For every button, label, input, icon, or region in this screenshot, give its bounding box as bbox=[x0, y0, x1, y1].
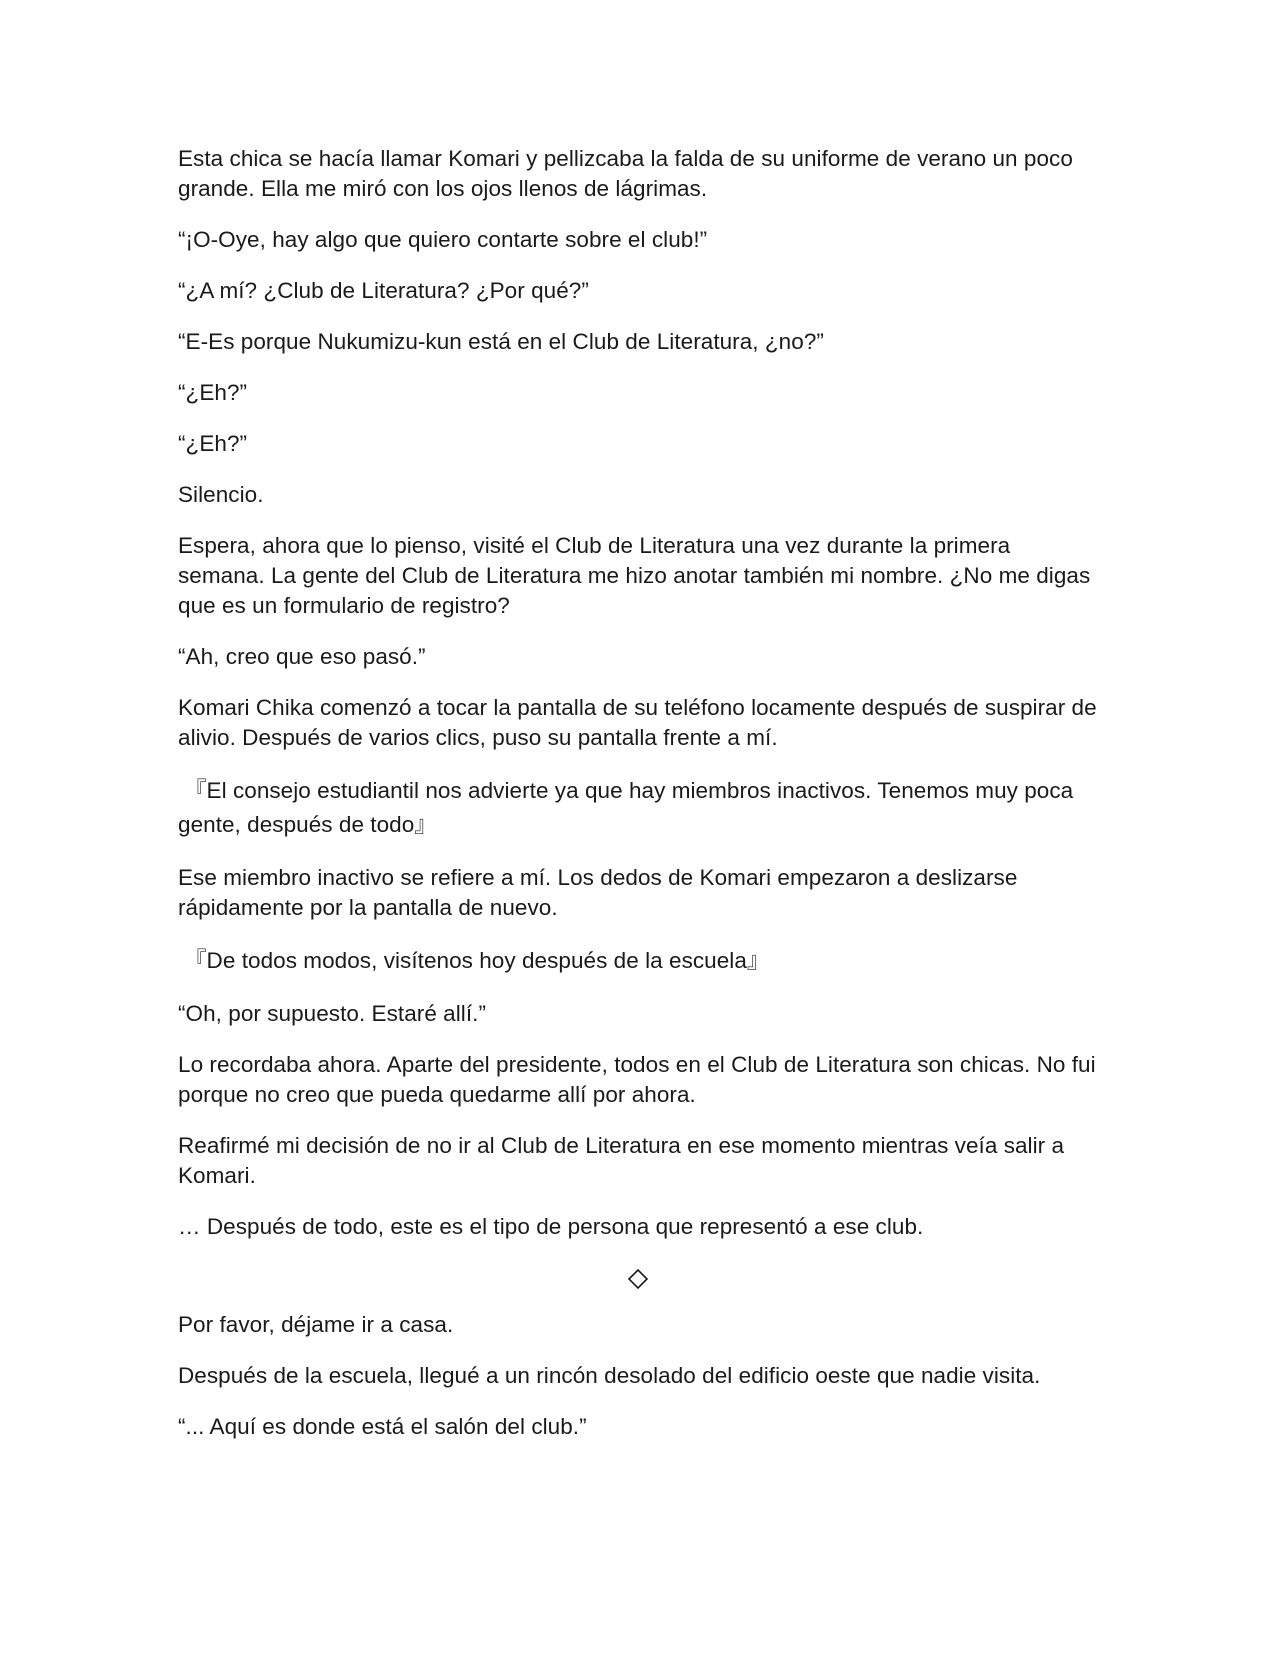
paragraph: Por favor, déjame ir a casa. bbox=[178, 1312, 454, 1337]
paragraph: Komari Chika comenzó a tocar la pantalla de su teléfono locamente después de suspirar de alivio. Después de varios clics, puso su pantalla frente a mí. bbox=[178, 695, 1097, 750]
dialogue-line: “... Aquí es donde está el salón del club.” bbox=[178, 1414, 587, 1439]
dialogue-line: “E-Es porque Nukumizu-kun está en el Club de Literatura, ¿no?” bbox=[178, 329, 824, 354]
paragraph: … Después de todo, este es el tipo de persona que representó a ese club. bbox=[178, 1214, 924, 1239]
dialogue-line: “¿Eh?” bbox=[178, 380, 248, 405]
paragraph: Ese miembro inactivo se refiere a mí. Los dedos de Komari empezaron a deslizarse rápidamente por la pantalla de nuevo. bbox=[178, 865, 1018, 920]
paragraph: Silencio. bbox=[178, 482, 264, 507]
dialogue-line: “¡O-Oye, hay algo que quiero contarte sobre el club!” bbox=[178, 227, 708, 252]
scene-separator bbox=[178, 1263, 1098, 1293]
paragraph: Reafirmé mi decisión de no ir al Club de Literatura en ese momento mientras veía salir a Komari. bbox=[178, 1133, 1065, 1188]
phone-message: 『El consejo estudiantil nos advierte ya que hay miembros inactivos. Tenemos muy poca gente, después de todo』 bbox=[178, 778, 1074, 837]
dialogue-line: “¿Eh?” bbox=[178, 431, 248, 456]
paragraph: Lo recordaba ahora. Aparte del presidente, todos en el Club de Literatura son chicas. No fui porque no creo que pueda quedarme allí por ahora. bbox=[178, 1052, 1096, 1107]
dialogue-line: “Ah, creo que eso pasó.” bbox=[178, 644, 426, 669]
diamond-outline-icon bbox=[627, 1268, 649, 1290]
paragraph: Espera, ahora que lo pienso, visité el Club de Literatura una vez durante la primera semana. La gente del Club de Literatura me hizo anotar también mi nombre. ¿No me digas que es un formulario de registro? bbox=[178, 533, 1091, 618]
dialogue-line: “¿A mí? ¿Club de Literatura? ¿Por qué?” bbox=[178, 278, 589, 303]
paragraph: Después de la escuela, llegué a un rincón desolado del edificio oeste que nadie visita. bbox=[178, 1363, 1041, 1388]
document-page bbox=[178, 144, 1098, 1463]
phone-message: 『De todos modos, visítenos hoy después de la escuela』 bbox=[184, 948, 770, 973]
dialogue-line: “Oh, por supuesto. Estaré allí.” bbox=[178, 1001, 486, 1026]
paragraph: Esta chica se hacía llamar Komari y pellizcaba la falda de su uniforme de verano un poco grande. Ella me miró con los ojos llenos de lágrimas. bbox=[178, 146, 1073, 201]
